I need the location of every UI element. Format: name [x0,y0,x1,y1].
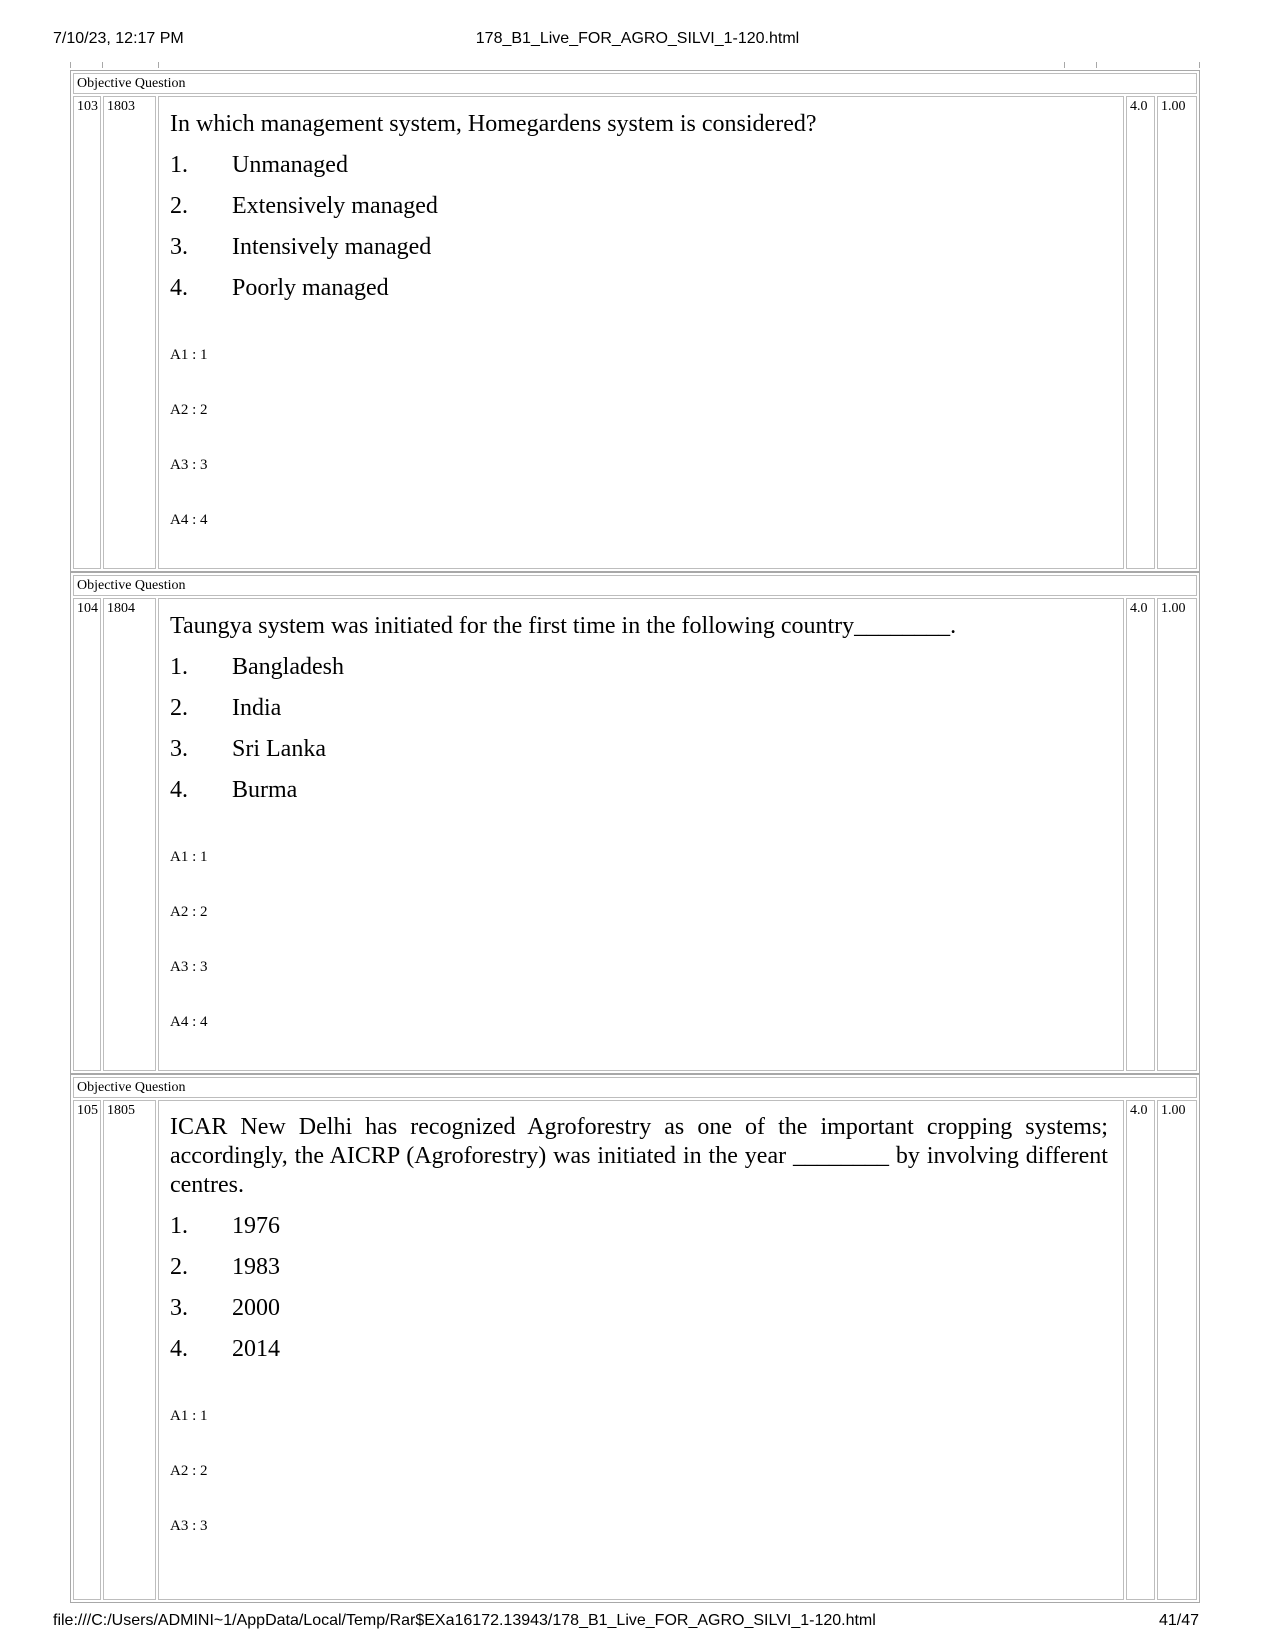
option-text: Extensively managed [232,193,438,219]
question-cell [158,96,1124,569]
option-number: 4. [170,777,188,803]
question-block-103 [70,70,1200,572]
question-type-label: Objective Question [73,73,1197,94]
option-number: 3. [170,736,188,762]
option-number: 1. [170,654,188,680]
question-id: 1804 [103,598,156,1071]
option-text: 1983 [232,1254,280,1280]
option-text: Sri Lanka [232,736,326,762]
option-1 [162,1212,1120,1241]
question-block-105 [70,1074,1200,1603]
option-4 [162,274,1120,303]
question-type-label: Objective Question [73,1077,1197,1098]
option-4 [162,1335,1120,1364]
question-text: Taungya system was initiated for the first time in the following country________. [170,613,957,639]
option-text: Burma [232,777,298,803]
option-number: 2. [170,193,188,219]
option-3 [162,735,1120,764]
option-number: 4. [170,1336,188,1362]
option-text: 2000 [232,1295,280,1321]
question-type-label: Objective Question [73,575,1197,596]
option-number: 2. [170,695,188,721]
serial-number: 105 [73,1100,101,1600]
print-title: 178_B1_Live_FOR_AGRO_SILVI_1-120.html [475,30,800,47]
question-cell [158,1100,1124,1600]
marks: 4.0 [1126,598,1155,1071]
option-2 [162,1253,1120,1282]
option-text: Intensively managed [232,234,432,260]
answer-key-3: A3 : 3 [170,1518,208,1534]
option-number: 1. [170,152,188,178]
option-1 [162,653,1120,682]
answer-key-1: A1 : 1 [170,1408,208,1424]
answer-key-3: A3 : 3 [170,457,208,473]
negative-marks: 1.00 [1157,598,1197,1071]
option-1 [162,151,1120,180]
option-3 [162,233,1120,262]
answer-key-4: A4 : 4 [170,512,208,528]
file-path: file:///C:/Users/ADMINI~1/AppData/Local/Temp/Rar$EXa16172.13943/178_B1_Live_FOR_AGRO_SILVI_1-120.html [53,1612,876,1629]
option-2 [162,694,1120,723]
option-3 [162,1294,1120,1323]
serial-number: 103 [73,96,101,569]
question-table [70,70,1200,1603]
marks: 4.0 [1126,1100,1155,1600]
option-2 [162,192,1120,221]
marks: 4.0 [1126,96,1155,569]
option-number: 1. [170,1213,188,1239]
option-number: 3. [170,234,188,260]
question-id: 1803 [103,96,156,569]
answer-key-4: A4 : 4 [170,1014,208,1030]
option-text: Unmanaged [232,152,348,178]
table-continuation-stub [70,62,1200,68]
answer-key-2: A2 : 2 [170,904,208,920]
question-id: 1805 [103,1100,156,1600]
serial-number: 104 [73,598,101,1071]
option-number: 4. [170,275,188,301]
answer-key-2: A2 : 2 [170,402,208,418]
negative-marks: 1.00 [1157,96,1197,569]
option-text: 2014 [232,1336,280,1362]
answer-key-2: A2 : 2 [170,1463,208,1479]
question-text: In which management system, Homegardens system is considered? [170,111,817,137]
option-text: Poorly managed [232,275,389,301]
option-4 [162,776,1120,805]
question-text: ICAR New Delhi has recognized Agroforestry as one of the important cropping systems; accordingly, the AICRP (Agroforestry) was initiated in the year ________ by involving different centres. [170,1114,1108,1198]
option-text: Bangladesh [232,654,344,680]
page-number: 41/47 [1158,1612,1199,1629]
answer-key-1: A1 : 1 [170,347,208,363]
answer-key-1: A1 : 1 [170,849,208,865]
answer-key-3: A3 : 3 [170,959,208,975]
option-text: 1976 [232,1213,280,1239]
question-cell [158,598,1124,1071]
option-number: 2. [170,1254,188,1280]
question-block-104 [70,572,1200,1074]
print-datetime: 7/10/23, 12:17 PM [53,30,184,47]
option-number: 3. [170,1295,188,1321]
negative-marks: 1.00 [1157,1100,1197,1600]
option-text: India [232,695,282,721]
